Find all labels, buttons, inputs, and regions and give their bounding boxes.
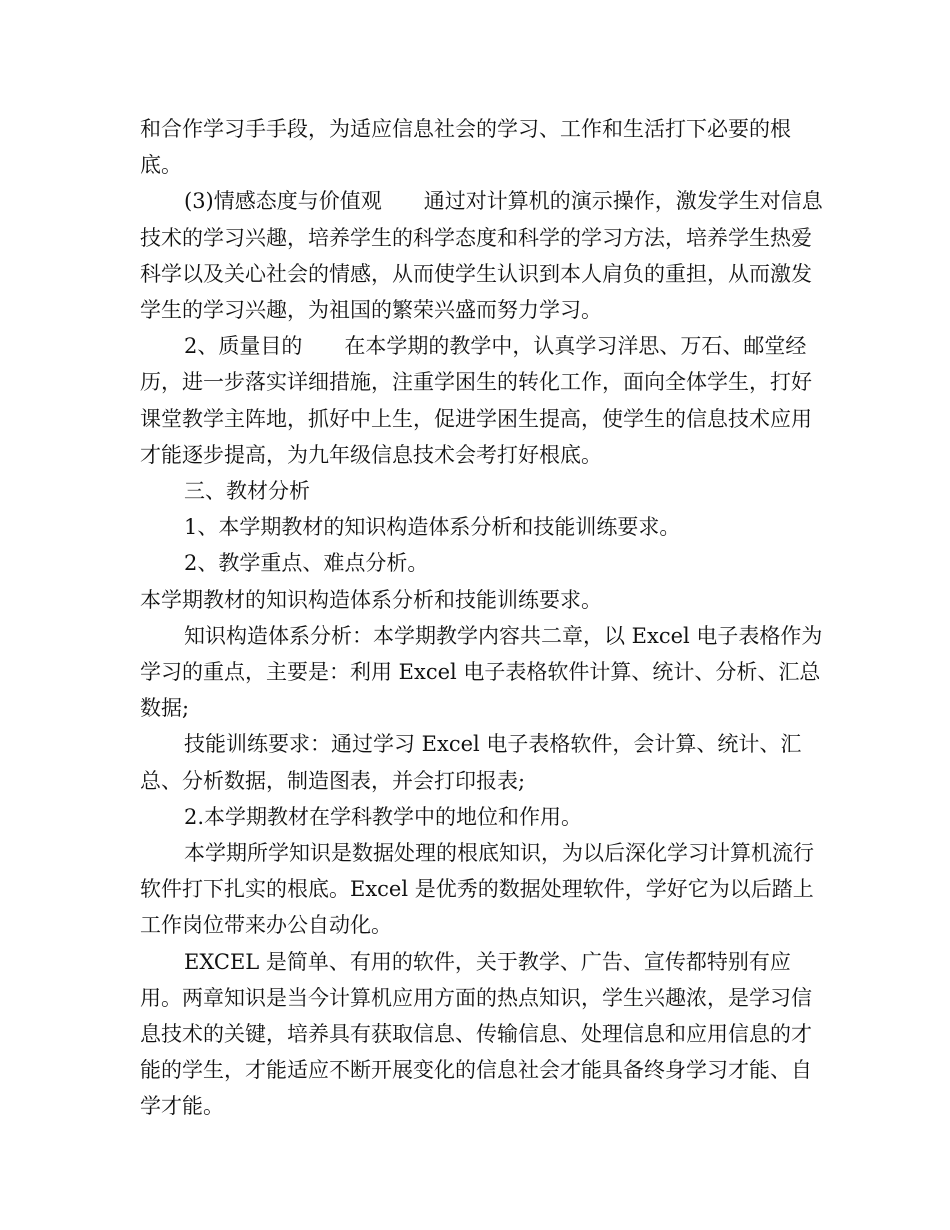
paragraph-10: 2.本学期教材在学科教学中的地位和作用。 (184, 804, 583, 829)
paragraph-12: EXCEL 是简单、有用的软件，关于教学、广告、宣传都特别有应用。两章知识是当今计算机应用方面的热点知识，学生兴趣浓，是学习信息技术的关键，培养具有获取信息、传输信息、处理信息和应用信息的才能的学生，才能适应不断开展变化的信息社会才能具备终身学习才能、自学才能。 (140, 949, 812, 1119)
paragraph-5: 1、本学期教材的知识构造体系分析和技能训练要求。 (184, 515, 681, 540)
document-body (140, 111, 830, 1125)
section-heading-3: 三、教材分析 (184, 479, 310, 504)
paragraph-7: 本学期教材的知识构造体系分析和技能训练要求。 (140, 587, 602, 612)
paragraph-11: 本学期所学知识是数据处理的根底知识，为以后深化学习计算机流行软件打下扎实的根底。Excel 是优秀的数据处理软件，学好它为以后踏上工作岗位带来办公自动化。 (140, 841, 814, 938)
paragraph-9: 技能训练要求：通过学习 Excel 电子表格软件，会计算、统计、汇总、分析数据，制造图表，并会打印报表; (140, 732, 802, 793)
paragraph-2: (3)情感态度与价值观 通过对计算机的演示操作，激发学生对信息技术的学习兴趣，培养学生的科学态度和科学的学习方法，培养学生热爱科学以及关心社会的情感，从而使学生认识到本人肩负的重担，从而激发学生的学习兴趣，为祖国的繁荣兴盛而努力学习。 (140, 189, 823, 323)
paragraph-8: 知识构造体系分析：本学期教学内容共二章，以 Excel 电子表格作为学习的重点，主要是：利用 Excel 电子表格软件计算、统计、分析、汇总数据; (140, 623, 823, 721)
paragraph-1: 和合作学习手手段，为适应信息社会的学习、工作和生活打下必要的根底。 (140, 117, 791, 178)
paragraph-3: 2、质量目的 在本学期的教学中，认真学习洋思、万石、邮堂经历，进一步落实详细措施，注重学困生的转化工作，面向全体学生，打好课堂教学主阵地，抓好中上生，促进学困生提高，使学生的信息技术应用才能逐步提高，为九年级信息技术会考打好根底。 (140, 334, 812, 467)
paragraph-6: 2、教学重点、难点分析。 (184, 551, 429, 576)
